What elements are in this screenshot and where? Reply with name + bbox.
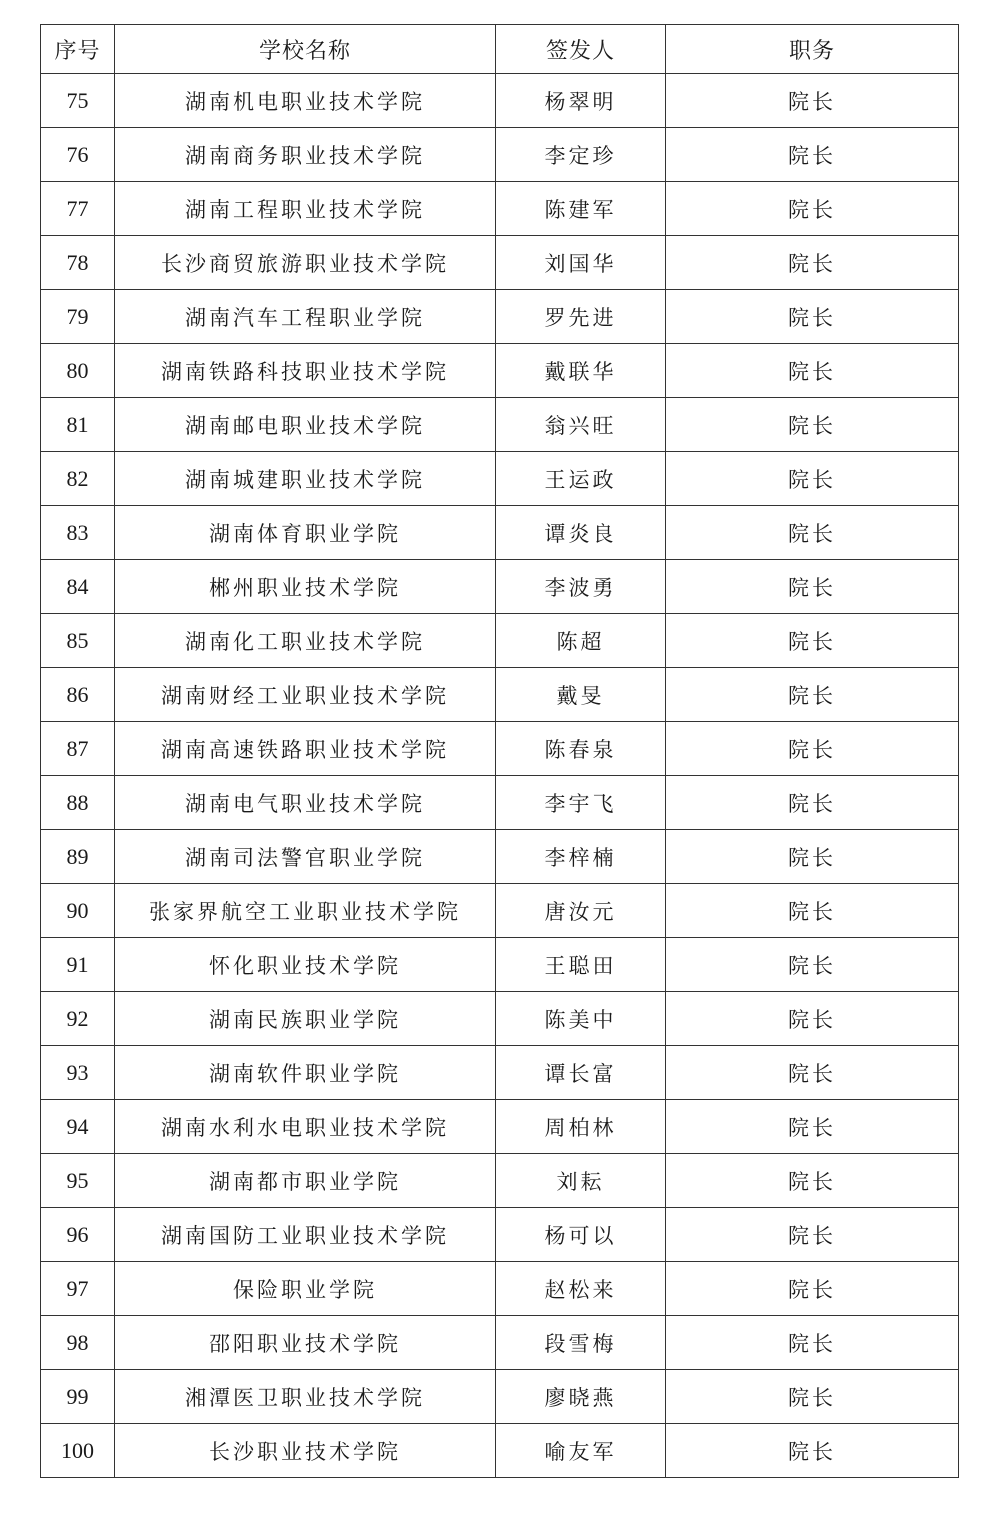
cell-signer: 陈春泉 — [496, 722, 666, 776]
cell-no: 77 — [41, 182, 115, 236]
table-row — [41, 1208, 959, 1262]
table-row — [41, 182, 959, 236]
table-row — [41, 1424, 959, 1478]
table-row — [41, 830, 959, 884]
cell-signer: 刘耘 — [496, 1154, 666, 1208]
cell-signer: 王运政 — [496, 452, 666, 506]
cell-signer: 翁兴旺 — [496, 398, 666, 452]
cell-title: 院长 — [666, 1424, 959, 1478]
cell-school: 保险职业学院 — [115, 1262, 496, 1316]
cell-title: 院长 — [666, 560, 959, 614]
header-no: 序号 — [41, 25, 115, 74]
cell-title: 院长 — [666, 1100, 959, 1154]
cell-title: 院长 — [666, 614, 959, 668]
cell-signer: 谭长富 — [496, 1046, 666, 1100]
cell-school: 郴州职业技术学院 — [115, 560, 496, 614]
cell-signer: 刘国华 — [496, 236, 666, 290]
table-row — [41, 560, 959, 614]
table-header-row — [41, 25, 959, 74]
cell-school: 湘潭医卫职业技术学院 — [115, 1370, 496, 1424]
table-row — [41, 884, 959, 938]
cell-signer: 李波勇 — [496, 560, 666, 614]
cell-title: 院长 — [666, 182, 959, 236]
cell-signer: 段雪梅 — [496, 1316, 666, 1370]
cell-title: 院长 — [666, 776, 959, 830]
cell-no: 92 — [41, 992, 115, 1046]
cell-signer: 罗先进 — [496, 290, 666, 344]
cell-no: 90 — [41, 884, 115, 938]
cell-title: 院长 — [666, 1262, 959, 1316]
table-row — [41, 1046, 959, 1100]
cell-signer: 戴旻 — [496, 668, 666, 722]
cell-no: 81 — [41, 398, 115, 452]
table-row — [41, 290, 959, 344]
cell-title: 院长 — [666, 884, 959, 938]
cell-signer: 李定珍 — [496, 128, 666, 182]
table-body — [41, 74, 959, 1478]
cell-signer: 喻友军 — [496, 1424, 666, 1478]
cell-signer: 赵松来 — [496, 1262, 666, 1316]
table-row — [41, 1370, 959, 1424]
cell-title: 院长 — [666, 236, 959, 290]
table-row — [41, 992, 959, 1046]
cell-title: 院长 — [666, 1370, 959, 1424]
cell-school: 邵阳职业技术学院 — [115, 1316, 496, 1370]
cell-no: 100 — [41, 1424, 115, 1478]
cell-title: 院长 — [666, 1208, 959, 1262]
cell-school: 张家界航空工业职业技术学院 — [115, 884, 496, 938]
cell-no: 85 — [41, 614, 115, 668]
table-row — [41, 452, 959, 506]
table-row — [41, 74, 959, 128]
table-row — [41, 344, 959, 398]
cell-school: 湖南工程职业技术学院 — [115, 182, 496, 236]
cell-school: 湖南铁路科技职业技术学院 — [115, 344, 496, 398]
cell-no: 86 — [41, 668, 115, 722]
cell-title: 院长 — [666, 722, 959, 776]
cell-title: 院长 — [666, 1154, 959, 1208]
table-row — [41, 1316, 959, 1370]
cell-school: 湖南软件职业学院 — [115, 1046, 496, 1100]
cell-no: 96 — [41, 1208, 115, 1262]
cell-school: 长沙商贸旅游职业技术学院 — [115, 236, 496, 290]
cell-title: 院长 — [666, 74, 959, 128]
cell-signer: 王聪田 — [496, 938, 666, 992]
cell-school: 湖南化工职业技术学院 — [115, 614, 496, 668]
cell-signer: 杨可以 — [496, 1208, 666, 1262]
cell-no: 91 — [41, 938, 115, 992]
cell-signer: 陈建军 — [496, 182, 666, 236]
cell-signer: 杨翠明 — [496, 74, 666, 128]
cell-title: 院长 — [666, 506, 959, 560]
cell-school: 湖南城建职业技术学院 — [115, 452, 496, 506]
table-row — [41, 236, 959, 290]
cell-school: 湖南汽车工程职业学院 — [115, 290, 496, 344]
cell-no: 98 — [41, 1316, 115, 1370]
cell-no: 76 — [41, 128, 115, 182]
cell-signer: 唐汝元 — [496, 884, 666, 938]
table-row — [41, 938, 959, 992]
signatory-table-container — [40, 24, 958, 1478]
cell-title: 院长 — [666, 1046, 959, 1100]
cell-signer: 廖晓燕 — [496, 1370, 666, 1424]
cell-school: 湖南司法警官职业学院 — [115, 830, 496, 884]
cell-no: 75 — [41, 74, 115, 128]
cell-school: 湖南商务职业技术学院 — [115, 128, 496, 182]
cell-school: 湖南水利水电职业技术学院 — [115, 1100, 496, 1154]
table-row — [41, 668, 959, 722]
header-school: 学校名称 — [115, 25, 496, 74]
cell-school: 长沙职业技术学院 — [115, 1424, 496, 1478]
cell-signer: 李梓楠 — [496, 830, 666, 884]
table-row — [41, 1154, 959, 1208]
cell-title: 院长 — [666, 1316, 959, 1370]
cell-school: 湖南邮电职业技术学院 — [115, 398, 496, 452]
cell-title: 院长 — [666, 992, 959, 1046]
cell-signer: 李宇飞 — [496, 776, 666, 830]
cell-no: 84 — [41, 560, 115, 614]
cell-title: 院长 — [666, 344, 959, 398]
cell-school: 湖南体育职业学院 — [115, 506, 496, 560]
cell-signer: 陈超 — [496, 614, 666, 668]
table-row — [41, 398, 959, 452]
table-row — [41, 1100, 959, 1154]
cell-signer: 戴联华 — [496, 344, 666, 398]
signatory-table — [40, 24, 959, 1478]
cell-no: 78 — [41, 236, 115, 290]
cell-no: 97 — [41, 1262, 115, 1316]
header-title: 职务 — [666, 25, 959, 74]
cell-signer: 陈美中 — [496, 992, 666, 1046]
cell-title: 院长 — [666, 830, 959, 884]
cell-school: 湖南财经工业职业技术学院 — [115, 668, 496, 722]
cell-title: 院长 — [666, 398, 959, 452]
table-row — [41, 776, 959, 830]
cell-no: 94 — [41, 1100, 115, 1154]
cell-no: 99 — [41, 1370, 115, 1424]
table-row — [41, 506, 959, 560]
cell-no: 89 — [41, 830, 115, 884]
cell-no: 95 — [41, 1154, 115, 1208]
cell-no: 93 — [41, 1046, 115, 1100]
cell-no: 80 — [41, 344, 115, 398]
cell-school: 怀化职业技术学院 — [115, 938, 496, 992]
cell-school: 湖南机电职业技术学院 — [115, 74, 496, 128]
table-row — [41, 128, 959, 182]
cell-no: 83 — [41, 506, 115, 560]
cell-title: 院长 — [666, 668, 959, 722]
table-row — [41, 722, 959, 776]
cell-title: 院长 — [666, 128, 959, 182]
cell-signer: 谭炎良 — [496, 506, 666, 560]
cell-school: 湖南电气职业技术学院 — [115, 776, 496, 830]
cell-no: 79 — [41, 290, 115, 344]
cell-school: 湖南都市职业学院 — [115, 1154, 496, 1208]
cell-title: 院长 — [666, 452, 959, 506]
cell-school: 湖南国防工业职业技术学院 — [115, 1208, 496, 1262]
cell-school: 湖南高速铁路职业技术学院 — [115, 722, 496, 776]
table-row — [41, 614, 959, 668]
cell-no: 88 — [41, 776, 115, 830]
cell-school: 湖南民族职业学院 — [115, 992, 496, 1046]
cell-no: 82 — [41, 452, 115, 506]
cell-title: 院长 — [666, 290, 959, 344]
cell-signer: 周柏林 — [496, 1100, 666, 1154]
cell-no: 87 — [41, 722, 115, 776]
header-signer: 签发人 — [496, 25, 666, 74]
table-row — [41, 1262, 959, 1316]
cell-title: 院长 — [666, 938, 959, 992]
